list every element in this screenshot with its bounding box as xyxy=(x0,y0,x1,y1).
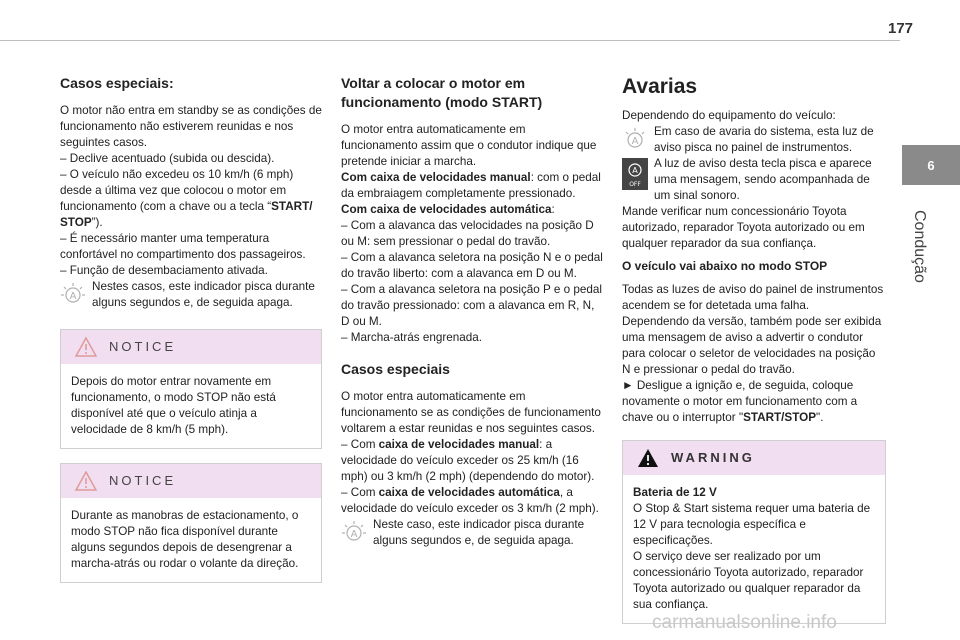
notice-header xyxy=(61,330,321,364)
paragraph: O motor não entra em standby se as condições de funcionamento não estiverem reunidas e nos seguintes casos. xyxy=(60,104,322,149)
notice-box-2 xyxy=(60,463,322,583)
eco-a-indicator-icon xyxy=(60,281,86,307)
notice-triangle-icon xyxy=(75,471,97,491)
notice-header xyxy=(61,464,321,498)
page-number: 177 xyxy=(888,20,914,37)
warning-header xyxy=(623,441,885,475)
indicator-row xyxy=(341,517,603,549)
indicator-row xyxy=(622,124,886,156)
indicator-row xyxy=(622,156,886,204)
key-label: START/ STOP xyxy=(60,200,313,229)
paragraph: O motor entra automaticamente em funcionamento se as condições de funcionamento voltarem a estar reunidas e nos seguintes casos. xyxy=(341,390,601,435)
indicator-text: Nestes casos, este indicador pisca durante alguns segundos e, de seguida apaga. xyxy=(92,280,315,309)
paragraph: Dependendo da versão, também pode ser exibida uma mensagem de aviso a advertir o condutor para colocar o seletor de velocidades na posição N e pressionar o pedal do travão. xyxy=(622,315,882,376)
section-heading-avarias: Avarias xyxy=(622,75,698,98)
list-item: – O veículo não excedeu os 10 km/h (6 mph) desde a última vez que colocou o motor em funcionamento (com a chave ou a tecla “START/ STOP”). xyxy=(60,168,313,229)
section-heading-casos-especiais-2: Casos especiais xyxy=(341,361,450,377)
svg-text:A: A xyxy=(631,136,639,147)
svg-text:A: A xyxy=(69,291,77,302)
paragraph: Todas as luzes de aviso do painel de instrumentos acendem se for detetada uma falha. xyxy=(622,283,884,312)
list-item: – Com a alavanca seletora na posição N e o pedal do travão liberto: com a alavanca em D ou M. xyxy=(341,251,603,280)
column-2 xyxy=(341,74,603,549)
column-1 xyxy=(60,74,322,583)
eco-a-indicator-icon xyxy=(341,519,367,545)
column-3 xyxy=(622,74,886,624)
paragraph: O motor entra automaticamente em funcionamento assim que o condutor indique que pretende iniciar a marcha. xyxy=(341,123,597,168)
eco-a-warning-light-icon xyxy=(622,126,648,152)
warning-text: O serviço deve ser realizado por um concessionário Toyota autorizado, reparador Toyota autorizado ou qualquer reparador da sua confiança. xyxy=(633,550,864,611)
list-item: – Declive acentuado (subida ou descida). xyxy=(60,152,275,165)
warning-triangle-icon xyxy=(637,448,659,468)
list-item: – Com a alavanca seletora na posição P e o pedal do travão pressionado: com a alavanca em R, N, D ou M. xyxy=(341,283,602,328)
list-item: – Com caixa de velocidades manual: a velocidade do veículo exceder os 25 km/h (16 mph) ou 3 km/h (2 mph) (dependendo do motor). xyxy=(341,438,595,483)
notice-text: Durante as manobras de estacionamento, o modo STOP não fica disponível durante alguns segundos depois de desengrenar a marcha-atrás ou rodar o volante da direção. xyxy=(71,509,299,570)
indicator-text: Neste caso, este indicador pisca durante alguns segundos e, de seguida apaga. xyxy=(373,518,585,547)
indicator-row xyxy=(60,279,322,311)
indicator-text: A luz de aviso desta tecla pisca e aparece uma mensagem, sendo acompanhada de um sinal sonoro. xyxy=(654,157,872,202)
list-item: – É necessário manter uma temperatura confortável no compartimento dos passageiros. xyxy=(60,232,306,261)
list-item: – Com a alavanca das velocidades na posição D ou M: sem pressionar o pedal do travão. xyxy=(341,219,594,248)
notice-label: NOTICE xyxy=(109,339,177,354)
header-divider xyxy=(0,40,900,41)
paragraph: Dependendo do equipamento do veículo: xyxy=(622,109,836,122)
svg-text:A: A xyxy=(632,166,638,175)
chapter-number-tab: 6 xyxy=(902,145,960,185)
chapter-title: Condução xyxy=(911,210,928,283)
paragraph: Mande verificar num concessionário Toyota autorizado, reparador Toyota autorizado ou em qualquer reparador da sua confiança. xyxy=(622,205,865,250)
list-item: – Função de desembaciamento ativada. xyxy=(60,264,268,277)
svg-text:OFF: OFF xyxy=(629,181,641,188)
indicator-text: Em caso de avaria do sistema, esta luz de aviso pisca no painel de instrumentos. xyxy=(654,125,874,154)
subheading-modo-stop: O veículo vai abaixo no modo STOP xyxy=(622,259,828,273)
paragraph: Com caixa de velocidades automática: xyxy=(341,203,555,216)
paragraph: Com caixa de velocidades manual: com o pedal da embraiagem completamente pressionado. xyxy=(341,171,601,200)
warning-label: WARNING xyxy=(671,450,755,465)
section-heading-modo-start: Voltar a colocar o motor em funcionamento (modo START) xyxy=(341,75,543,110)
svg-text:A: A xyxy=(350,529,358,540)
warning-body xyxy=(623,475,885,623)
notice-label: NOTICE xyxy=(109,473,177,488)
section-heading-casos-especiais: Casos especiais: xyxy=(60,75,174,91)
stop-start-off-button-icon xyxy=(622,158,648,190)
watermark: carmanualsonline.info xyxy=(652,612,837,633)
notice-text: Depois do motor entrar novamente em funcionamento, o modo STOP não está disponível até que o veículo atinja a velocidade de 8 km/h (5 mph). xyxy=(71,375,276,436)
list-item: – Marcha-atrás engrenada. xyxy=(341,331,482,344)
list-item: – Com caixa de velocidades automática, a velocidade do veículo exceder os 3 km/h (2 mph). xyxy=(341,486,599,515)
warning-title: Bateria de 12 V xyxy=(633,486,717,499)
notice-box-1 xyxy=(60,329,322,449)
paragraph: ► Desligue a ignição e, de seguida, coloque novamente o motor em funcionamento com a chave ou o interruptor "START/STOP". xyxy=(622,379,858,424)
warning-text: O Stop & Start sistema requer uma bateria de 12 V para tecnologia específica e especificações. xyxy=(633,502,871,547)
notice-triangle-icon xyxy=(75,337,97,357)
warning-box xyxy=(622,440,886,624)
